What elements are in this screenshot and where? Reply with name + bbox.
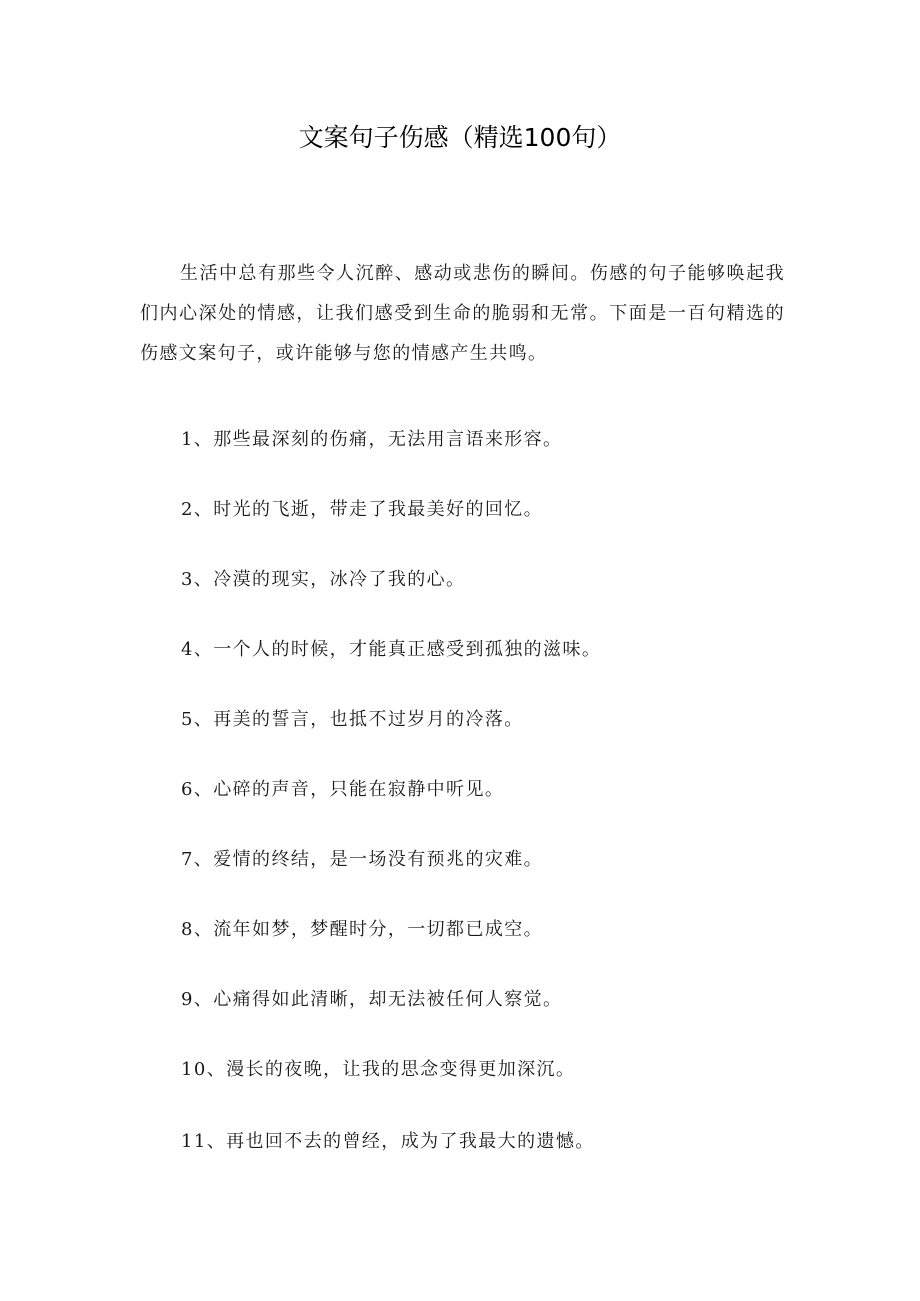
list-item: 4、一个人的时候，才能真正感受到孤独的滋味。 xyxy=(181,639,602,660)
list-item: 11、再也回不去的曾经，成为了我最大的遗憾。 xyxy=(181,1131,595,1152)
sentence-list xyxy=(181,424,781,1196)
intro-paragraph: 生活中总有那些令人沉醉、感动或悲伤的瞬间。伤感的句子能够唤起我们内心深处的情感，让我们感受到生命的脆弱和无常。下面是一百句精选的伤感文案句子，或许能够与您的情感产生共鸣。 xyxy=(140,263,785,364)
list-item: 1、那些最深刻的伤痛，无法用言语来形容。 xyxy=(181,429,563,450)
list-item: 2、时光的飞逝，带走了我最美好的回忆。 xyxy=(181,499,544,520)
list-item: 3、冷漠的现实，冰冷了我的心。 xyxy=(181,569,466,590)
list-item: 5、再美的誓言，也抵不过岁月的冷落。 xyxy=(181,709,524,730)
list-item: 6、心碎的声音，只能在寂静中听见。 xyxy=(181,779,505,800)
document-title: 文案句子伤感（精选100句） xyxy=(298,123,622,152)
list-item: 8、流年如梦，梦醒时分，一切都已成空。 xyxy=(181,919,544,940)
list-item: 10、漫长的夜晚，让我的思念变得更加深沉。 xyxy=(181,1059,576,1080)
list-item: 9、心痛得如此清晰，却无法被任何人察觉。 xyxy=(181,989,563,1010)
list-item: 7、爱情的终结，是一场没有预兆的灾难。 xyxy=(181,849,544,870)
